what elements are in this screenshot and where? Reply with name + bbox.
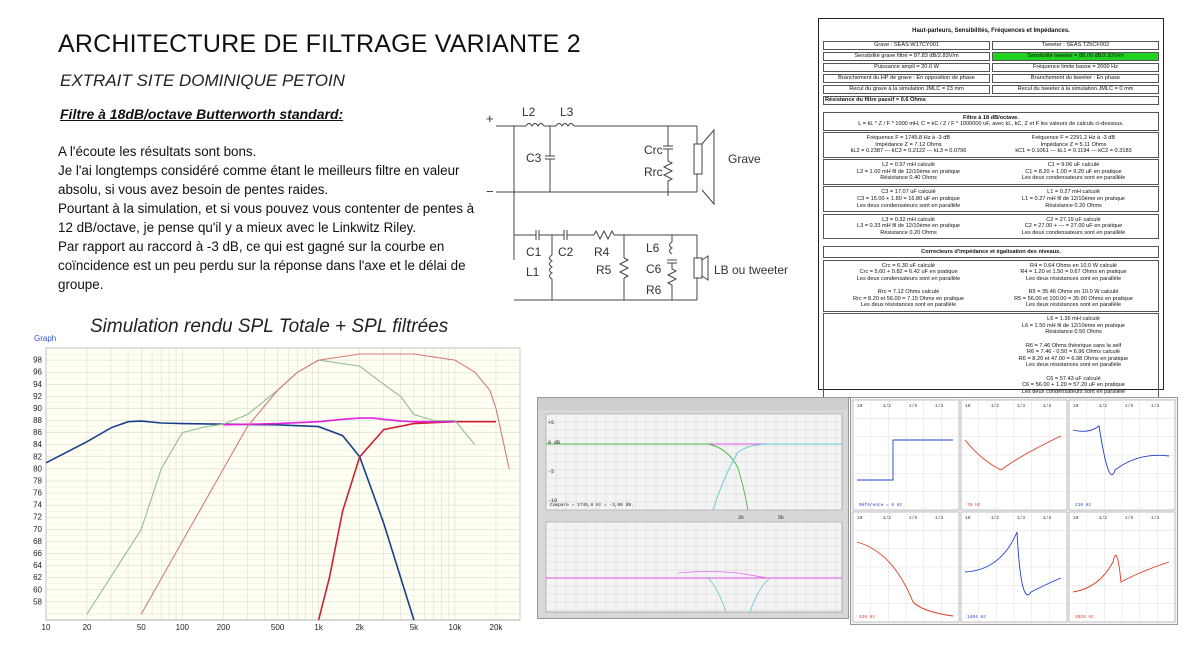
y-tick-label: 72 — [33, 512, 42, 522]
x-tick-label: 10 — [1073, 404, 1079, 409]
table-cell — [826, 316, 991, 395]
x-tick-label: 1/3 — [909, 404, 918, 409]
label-C2: C2 — [558, 245, 574, 259]
table-cell: R4 = 0.64 Ohms en 10.0 W calculé R4 = 1.20 et 1.50 = 0.67 Ohms en pratique Les deux résistances sont en parallèle R5 = 35.46 Ohms en 10.0 W calculé R5 = 56.00 et 100.00 = 35.90 Ohms en pratique Les deux résistances sont en parallèle — [1014, 262, 1133, 309]
y-tick-label: 86 — [33, 428, 42, 438]
y-tick-label: 82 — [33, 452, 42, 462]
impedance-plot — [1069, 400, 1175, 510]
x-tick-label: 10 — [965, 516, 971, 521]
x-tick-label: 500 — [270, 623, 285, 632]
y-tick-label: 66 — [33, 549, 42, 559]
x-tick-label: 1/2 — [1099, 404, 1108, 409]
y-tick-label: 74 — [33, 500, 42, 510]
table-cell: L6 = 1.36 mH calculé L6 = 1.50 mH fil de 12/10ème en pratique Résistance 0.50 Ohms R6 = 7.46 Ohms théorique sans la self R6 = 7.46 - 0.50 = 6.96 Ohms calculé R6 = 8.20 et 47.00 = 6.98 Ohms en pratique Les deux résistances sont en parallèle C6 = 57.43 uF calculé C6 = 56.00 + 1.20 = 57.20 uF en pratique Les deux condensateurs sont en parallèle — [1018, 316, 1129, 395]
table-cell: Sensibilité grave filtré = 87.83 dB/2.83V/m — [823, 52, 990, 62]
minus-terminal: − — [486, 184, 494, 199]
x-tick-label: 5k — [409, 623, 419, 632]
x-tick-label: 1/4 — [1151, 404, 1160, 409]
impedance-plot — [853, 400, 959, 510]
label-Crc: Crc — [644, 143, 663, 157]
impedance-caption: 78 Hz — [967, 503, 981, 508]
page-title: ARCHITECTURE DE FILTRAGE VARIANTE 2 — [58, 30, 581, 58]
table-cell: Recul du tweeter à la simulation JMLC = 0 mm — [992, 85, 1159, 95]
y-tick-label: 62 — [33, 573, 42, 583]
paragraph: Pourtant à la simulation, et si vous pouvez vous contenter de pentes à 12 dB/octave, je pense qu'il y a mieux avec le Linkwitz Riley. — [58, 201, 475, 235]
table-cell: Branchement du tweeter : En phase — [992, 74, 1159, 84]
body-text — [58, 142, 478, 294]
x-tick-label: 1/4 — [1043, 404, 1052, 409]
impedance-plot — [961, 512, 1067, 622]
y-tick-label: 76 — [33, 488, 42, 498]
correctors-title: Correcteurs d'impédance et égalisation des niveaux. — [921, 248, 1061, 255]
y-tick-label: 80 — [33, 464, 42, 474]
table-cell: L1 = 0.27 mH calculé L1 = 0.27 mH fil de 12/10ème en pratique Résistance 0.20 Ohms — [1021, 189, 1126, 209]
x-tick-label: 2k — [355, 623, 364, 632]
x-tick-label: 1/3 — [909, 516, 918, 521]
filter-formula: L = kL * Z / F * 1000 mH, C = kC / Z / F * 1000000 uF, avec kL, kC, Z et F les valeurs de calculs ci-dessous. — [858, 121, 1124, 128]
x-tick-label: 200 — [216, 623, 231, 632]
y-tick-label: +5 — [548, 420, 555, 426]
x-tick-label: 1/3 — [1017, 516, 1026, 521]
table-cell: C3 = 17.07 uF calculé C3 = 15.00 + 1.80 = 16.80 uF en pratique Les deux condensateurs sont en parallèle — [856, 189, 961, 209]
table-title: Haut-parleurs, Sensibilités, Fréquences et Impédances. — [912, 28, 1070, 34]
impedance-caption: Référence = 8 Hz — [859, 503, 903, 508]
table-row — [823, 85, 1159, 95]
lower-plot — [546, 522, 842, 612]
table-cell: L2 = 0.97 mH calculé L2 = 1.00 mH fil de 12/10ème en pratique Résistance 0.40 Ohms — [856, 162, 961, 182]
impedance-plot — [961, 400, 1067, 510]
filter-block — [823, 112, 1159, 131]
label-C6: C6 — [646, 262, 662, 276]
woofer-label: Grave — [728, 152, 761, 166]
table-cell: Branchement du HP de grave : En opposition de phase — [823, 74, 990, 84]
table-row — [823, 74, 1159, 84]
x-tick-label: 1k — [314, 623, 323, 632]
filter-values — [823, 132, 1159, 239]
y-tick-label: 92 — [33, 391, 42, 401]
x-tick-label: 20k — [489, 623, 503, 632]
impedance-caption: 216 Hz — [1075, 503, 1092, 508]
table-cell: Puissance ampli = 20.0 W — [823, 63, 990, 73]
label-C3: C3 — [526, 151, 542, 165]
x-tick-label: 1/3 — [1125, 516, 1134, 521]
table-row — [823, 52, 1159, 62]
label-Rrc: Rrc — [644, 165, 663, 179]
paragraph: Je l'ai longtemps considéré comme étant le meilleurs filtre en valeur absolu, si vous avez besoin de pentes raides. — [58, 163, 460, 197]
y-tick-label: 60 — [33, 585, 42, 595]
corrector-value-row — [823, 260, 1159, 312]
y-tick-label: 70 — [33, 524, 42, 534]
x-tick-label: 20 — [82, 623, 92, 632]
x-tick-label: 1/2 — [883, 404, 892, 409]
table-cell: Grave : SEAS W17CY001 — [823, 41, 990, 51]
x-tick-label: 10 — [857, 516, 863, 521]
impedance-caption: 538 Hz — [859, 615, 876, 620]
x-tick-label: 10k — [448, 623, 462, 632]
x-tick-label: 10 — [965, 404, 971, 409]
y-tick-label: 84 — [33, 440, 42, 450]
page-subtitle: EXTRAIT SITE DOMINIQUE PETOIN — [60, 71, 345, 90]
table-cell: Fréquence F = 1745.8 Hz à -3 dB Impédance Z = 7.12 Ohms kL2 = 0.2387 --- kC3 = 0.2122 --- kL3 = 0.0796 — [850, 135, 967, 155]
x-tick-label: 1/3 — [1125, 404, 1134, 409]
parameters-table — [818, 18, 1164, 395]
x-tick-label: 1/4 — [1151, 516, 1160, 521]
spl-chart — [0, 334, 530, 632]
y-tick-label: 98 — [33, 355, 42, 365]
y-tick-label: 78 — [33, 476, 42, 486]
compare-caption: Compare = 1745,8 Hz = -3,00 dB. — [550, 503, 634, 508]
label-C1: C1 — [526, 245, 542, 259]
impedance-plot — [1069, 512, 1175, 622]
impedance-plot — [853, 512, 959, 622]
corrector-value-row — [823, 313, 1159, 398]
y-tick-label: -10 — [548, 498, 558, 504]
table-cell: Crc = 6.30 uF calculé Crc = 5.60 + 0.82 = 6.42 uF en pratique Les deux condensateurs sont en parallèle Rrc = 7.12 Ohms calculé Rrc = 8.20 et 56.00 = 7.15 Ohms en pratique Les deux résistances sont en parallèle — [852, 262, 964, 309]
table-cell: Recul du grave à la simulation JMLC = 23 mm — [823, 85, 990, 95]
impedance-panel — [850, 397, 1178, 625]
filter-heading: Filtre à 18dB/octave Butterworth standard: — [60, 106, 344, 122]
x-tick-label: 1/4 — [935, 404, 944, 409]
x-tick-label: 2k — [738, 515, 745, 521]
table-cell: C2 = 27.19 uF calculé C2 = 27.00 + --- = 27.00 uF en pratique Les deux condensateurs sont en parallèle — [1021, 216, 1126, 236]
filter-title: Filtre à 18 dB/octave. — [963, 114, 1019, 121]
y-tick-label: 90 — [33, 403, 42, 413]
label-R4: R4 — [594, 245, 610, 259]
paragraph: Par rapport au raccord à -3 dB, ce qui est gagné sur la courbe en coïncidence est un peu perdu sur la réponse dans l'axe et le délai de groupe. — [58, 239, 466, 292]
filter-value-row — [823, 214, 1159, 240]
filter-value-row — [823, 159, 1159, 185]
table-row — [823, 63, 1159, 73]
label-L1: L1 — [526, 265, 540, 279]
label-L2: L2 — [522, 105, 536, 119]
x-tick-label: 1/4 — [1043, 516, 1052, 521]
y-tick-label: 58 — [33, 597, 42, 607]
x-tick-label: 1/3 — [1017, 404, 1026, 409]
table-cell: L3 = 0.32 mH calculé L3 = 0.33 mH fil de 12/10ème en pratique Résistance 0.20 Ohms — [856, 216, 961, 236]
table-cell: Tweeter : SEAS T25CF002 — [992, 41, 1159, 51]
y-tick-label: 88 — [33, 416, 42, 426]
table-cell-highlight: Sensibilité tweeter = 88.00 dB/2.83V/m — [992, 52, 1159, 62]
table-row — [823, 41, 1159, 51]
x-tick-label: 1/4 — [935, 516, 944, 521]
filter-value-row — [823, 132, 1159, 158]
impedance-caption: 1404 Hz — [967, 615, 986, 620]
x-tick-label: 1/2 — [883, 516, 892, 521]
y-tick-label: 96 — [33, 367, 42, 377]
y-tick-label: 0 dB — [548, 440, 561, 446]
x-tick-label: 100 — [175, 623, 189, 632]
paragraph: A l'écoute les résultats sont bons. — [58, 144, 257, 159]
label-R5: R5 — [596, 263, 612, 277]
x-tick-label: 10 — [41, 623, 51, 632]
filter-value-row — [823, 186, 1159, 212]
label-L3: L3 — [560, 105, 574, 119]
corrector-values — [823, 260, 1159, 399]
y-tick-label: -5 — [548, 469, 555, 475]
table-cell: Fréquence limite basse = 2000 Hz — [992, 63, 1159, 73]
x-tick-label: 50 — [136, 623, 146, 632]
table-cell: C1 = 9.06 uF calculé C1 = 8.20 + 1.00 = 9.20 uF en pratique Les deux condensateurs sont en parallèle — [1021, 162, 1126, 182]
x-tick-label: 10 — [1073, 516, 1079, 521]
label-R6: R6 — [646, 283, 662, 297]
crossover-schematic — [482, 100, 812, 310]
x-tick-label: 1/2 — [1099, 516, 1108, 521]
y-tick-label: 68 — [33, 536, 42, 546]
impedance-caption: 4026 Hz — [1075, 615, 1094, 620]
resistance-line: Résistance du filtre passif = 0.6 Ohms — [823, 96, 1159, 106]
x-tick-label: 10 — [857, 404, 863, 409]
plus-terminal: + — [486, 111, 494, 126]
table-cell: Fréquence F = 2291.2 Hz à -3 dB Impédance Z = 5.11 Ohms kC1 = 0.1061 --- kL1 = 0.1194 --- kC2 = 0.3183 — [1015, 135, 1132, 155]
tweeter-label: LB ou tweeter — [714, 263, 789, 277]
graph-label: Graph — [34, 334, 57, 343]
label-L6: L6 — [646, 241, 660, 255]
y-tick-label: 64 — [33, 561, 42, 571]
x-tick-label: 1/2 — [991, 404, 1000, 409]
simulation-panel — [537, 397, 849, 619]
x-tick-label: 5k — [778, 515, 785, 521]
simulation-title: Simulation rendu SPL Totale + SPL filtrées — [90, 316, 449, 337]
y-tick-label: 94 — [33, 379, 42, 389]
panel-header — [538, 398, 848, 410]
x-tick-label: 1/2 — [991, 516, 1000, 521]
correctors-block — [823, 246, 1159, 259]
